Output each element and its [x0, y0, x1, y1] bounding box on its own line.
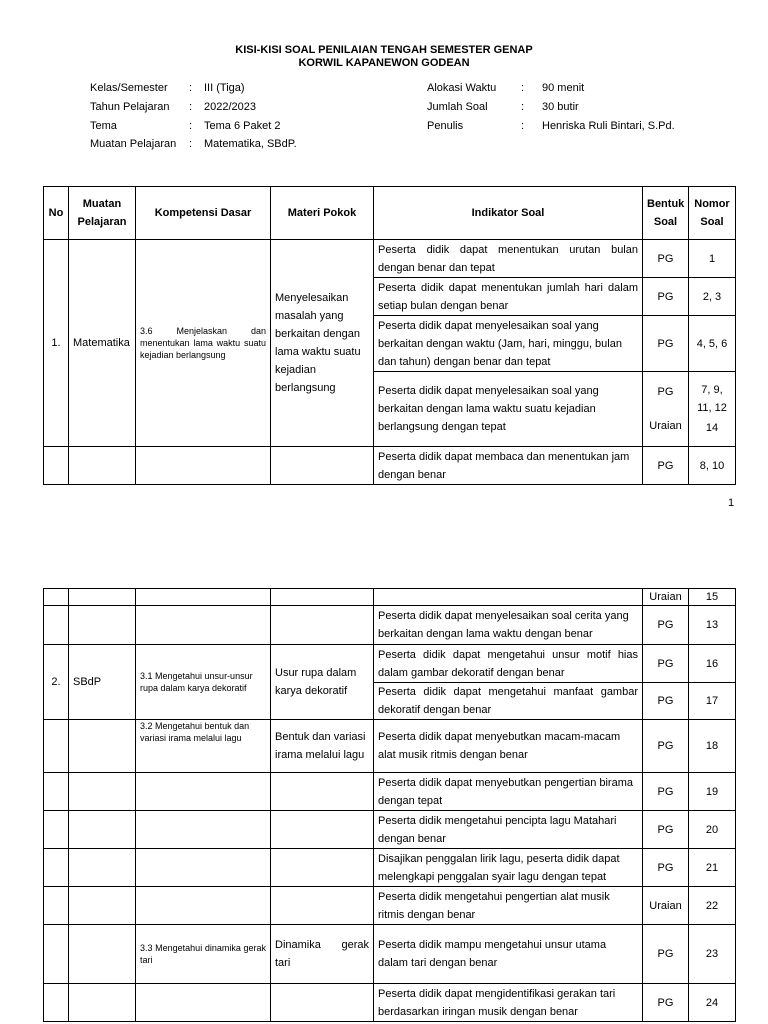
row-bentuk: PG	[643, 811, 689, 849]
row-nomor: 1	[689, 240, 736, 278]
empty-cell	[136, 773, 271, 811]
meta-colon: :	[189, 120, 193, 132]
col-header-kd: Kompetensi Dasar	[136, 187, 271, 240]
row-nomor-2: 14	[705, 422, 719, 434]
page-number: 1	[728, 497, 735, 509]
col-header-no: No	[44, 187, 69, 240]
row-muatan: SBdP	[69, 645, 136, 720]
row-nomor: 23	[689, 925, 736, 984]
row-nomor: 22	[689, 887, 736, 925]
table-row	[44, 887, 736, 925]
empty-cell	[136, 887, 271, 925]
row-indikator: Peserta didik dapat menyelesaikan soal cerita yang berkaitan dengan lama waktu dengan benar	[374, 606, 643, 645]
row-indikator: Peserta didik mampu mengetahui unsur utama dalam tari dengan benar	[374, 925, 643, 984]
row-nomor: 24	[689, 984, 736, 1022]
kisi-table-page1	[43, 186, 736, 485]
table-row	[44, 925, 736, 984]
empty-cell	[271, 811, 374, 849]
row-kd: 3.3 Mengetahui dinamika gerak tari	[136, 925, 271, 984]
empty-cell	[374, 589, 643, 606]
col-header-nomor: Nomor Soal	[689, 187, 736, 240]
table-row	[44, 645, 736, 683]
empty-cell	[69, 720, 136, 773]
table-row	[44, 447, 736, 485]
row-kd: 3.2 Mengetahui bentuk dan variasi irama melalui lagu	[136, 720, 271, 773]
empty-cell	[136, 849, 271, 887]
meta-colon: :	[189, 138, 193, 150]
meta-value: Tema 6 Paket 2	[204, 120, 281, 132]
empty-cell	[44, 887, 69, 925]
meta-label: Alokasi Waktu	[427, 82, 497, 94]
empty-cell	[271, 984, 374, 1022]
empty-cell	[69, 925, 136, 984]
row-nomor-cell	[689, 372, 736, 447]
row-indikator: Peserta didik dapat mengetahui manfaat gambar dekoratif dengan benar	[374, 683, 643, 720]
row-no: 1.	[44, 240, 69, 447]
empty-cell	[69, 589, 136, 606]
row-indikator: Peserta didik dapat menyebutkan macam-macam alat musik ritmis dengan benar	[374, 720, 643, 773]
empty-cell	[44, 925, 69, 984]
row-bentuk: PG	[643, 720, 689, 773]
row-materi: Menyelesaikan masalah yang berkaitan dengan lama waktu suatu kejadian berlangsung	[271, 240, 374, 447]
table-row	[44, 240, 736, 278]
meta-label: Muatan Pelajaran	[90, 138, 177, 150]
table-row	[44, 849, 736, 887]
table-header-row	[44, 187, 736, 240]
row-bentuk: PG	[643, 278, 689, 316]
meta-colon: :	[521, 101, 525, 113]
row-no: 2.	[44, 645, 69, 720]
row-indikator: Peserta didik dapat menentukan urutan bulan dengan benar dan tepat	[374, 240, 643, 278]
empty-cell	[44, 773, 69, 811]
row-nomor: 19	[689, 773, 736, 811]
empty-cell	[136, 447, 271, 485]
row-indikator: Peserta didik mengetahui pencipta lagu Matahari dengan benar	[374, 811, 643, 849]
empty-cell	[69, 606, 136, 645]
meta-value: III (Tiga)	[204, 82, 245, 94]
meta-value: 2022/2023	[204, 101, 256, 113]
empty-cell	[271, 447, 374, 485]
table-row	[44, 589, 736, 606]
empty-cell	[271, 887, 374, 925]
empty-cell	[271, 773, 374, 811]
row-indikator: Peserta didik dapat membaca dan menentukan jam dengan benar	[374, 447, 643, 485]
row-nomor: 13	[689, 606, 736, 645]
col-header-indikator: Indikator Soal	[374, 187, 643, 240]
empty-cell	[69, 811, 136, 849]
row-bentuk: PG	[643, 240, 689, 278]
row-indikator: Disajikan penggalan lirik lagu, peserta didik dapat melengkapi penggalan syair lagu dengan tepat	[374, 849, 643, 887]
empty-cell	[271, 606, 374, 645]
empty-cell	[136, 589, 271, 606]
row-nomor: 2, 3	[689, 278, 736, 316]
meta-label: Kelas/Semester	[90, 82, 168, 94]
row-indikator: Peserta didik dapat mengidentifikasi gerakan tari berdasarkan iringan musik dengan benar	[374, 984, 643, 1022]
empty-cell	[69, 773, 136, 811]
row-nomor: 7, 9, 11, 12	[697, 384, 727, 414]
row-bentuk-2: Uraian	[649, 420, 682, 432]
meta-label: Penulis	[427, 120, 464, 132]
row-nomor: 16	[689, 645, 736, 683]
row-bentuk: PG	[643, 447, 689, 485]
empty-cell	[44, 811, 69, 849]
row-bentuk: Uraian	[643, 887, 689, 925]
row-bentuk: PG	[643, 773, 689, 811]
table-row	[44, 984, 736, 1022]
row-materi: Dinamika gerak tari	[271, 925, 374, 984]
row-bentuk: PG	[657, 386, 674, 398]
meta-value: 30 butir	[542, 101, 579, 113]
row-materi: Usur rupa dalam karya dekoratif	[271, 645, 374, 720]
meta-label: Tahun Pelajaran	[90, 101, 170, 113]
empty-cell	[69, 887, 136, 925]
empty-cell	[44, 606, 69, 645]
table-row	[44, 811, 736, 849]
col-header-muatan: Muatan Pelajaran	[69, 187, 136, 240]
row-nomor: 18	[689, 720, 736, 773]
row-bentuk: PG	[643, 925, 689, 984]
empty-cell	[44, 849, 69, 887]
meta-colon: :	[521, 120, 525, 132]
row-bentuk: PG	[643, 849, 689, 887]
row-materi: Bentuk dan variasi irama melalui lagu	[271, 720, 374, 773]
row-bentuk-cell	[643, 372, 689, 447]
meta-label: Jumlah Soal	[427, 101, 488, 113]
row-nomor: 20	[689, 811, 736, 849]
row-indikator: Peserta didik dapat menentukan jumlah hari dalam setiap bulan dengan benar	[374, 278, 643, 316]
row-indikator: Peserta didik dapat menyelesaikan soal yang berkaitan dengan lama waktu suatu kejadian berlangsung dengan tepat	[374, 372, 643, 447]
meta-colon: :	[189, 82, 193, 94]
meta-value: Henriska Ruli Bintari, S.Pd.	[542, 120, 675, 132]
empty-cell	[136, 984, 271, 1022]
row-nomor: 8, 10	[689, 447, 736, 485]
row-kd: 3.6 Menjelaskan dan menentukan lama waktu suatu kejadian berlangsung	[136, 240, 271, 447]
empty-cell	[44, 589, 69, 606]
row-bentuk: PG	[643, 683, 689, 720]
row-indikator: Peserta didik mengetahui pengertian alat musik ritmis dengan benar	[374, 887, 643, 925]
empty-cell	[136, 606, 271, 645]
document-title: KISI-KISI SOAL PENILAIAN TENGAH SEMESTER GENAP	[235, 44, 533, 56]
empty-cell	[44, 984, 69, 1022]
empty-cell	[44, 720, 69, 773]
empty-cell	[271, 849, 374, 887]
row-kd: 3.1 Mengetahui unsur-unsur rupa dalam karya dekoratif	[136, 645, 271, 720]
meta-colon: :	[521, 82, 525, 94]
kisi-table-page2	[43, 588, 736, 1022]
meta-colon: :	[189, 101, 193, 113]
row-bentuk: PG	[643, 606, 689, 645]
empty-cell	[69, 849, 136, 887]
row-indikator: Peserta didik dapat mengetahui unsur motif hias dalam gambar dekoratif dengan benar	[374, 645, 643, 683]
document-subtitle: KORWIL KAPANEWON GODEAN	[298, 57, 470, 69]
row-nomor: 15	[689, 589, 736, 606]
meta-value: Matematika, SBdP.	[204, 138, 297, 150]
meta-value: 90 menit	[542, 82, 585, 94]
row-bentuk: PG	[643, 316, 689, 372]
empty-cell	[271, 589, 374, 606]
col-header-materi: Materi Pokok	[271, 187, 374, 240]
row-bentuk: PG	[643, 645, 689, 683]
empty-cell	[44, 447, 69, 485]
row-muatan: Matematika	[69, 240, 136, 447]
row-nomor: 4, 5, 6	[689, 316, 736, 372]
row-bentuk: Uraian	[643, 589, 689, 606]
table-row	[44, 720, 736, 773]
row-nomor: 17	[689, 683, 736, 720]
empty-cell	[69, 984, 136, 1022]
empty-cell	[136, 811, 271, 849]
col-header-bentuk: Bentuk Soal	[643, 187, 689, 240]
empty-cell	[69, 447, 136, 485]
row-indikator: Peserta didik dapat menyelesaikan soal yang berkaitan dengan waktu (Jam, hari, minggu, bulan dan tahun) dengan benar dan tepat	[374, 316, 643, 372]
meta-label: Tema	[90, 120, 117, 132]
row-indikator: Peserta didik dapat menyebutkan pengertian birama dengan tepat	[374, 773, 643, 811]
table-row	[44, 606, 736, 645]
row-nomor: 21	[689, 849, 736, 887]
table-row	[44, 773, 736, 811]
row-bentuk: PG	[643, 984, 689, 1022]
